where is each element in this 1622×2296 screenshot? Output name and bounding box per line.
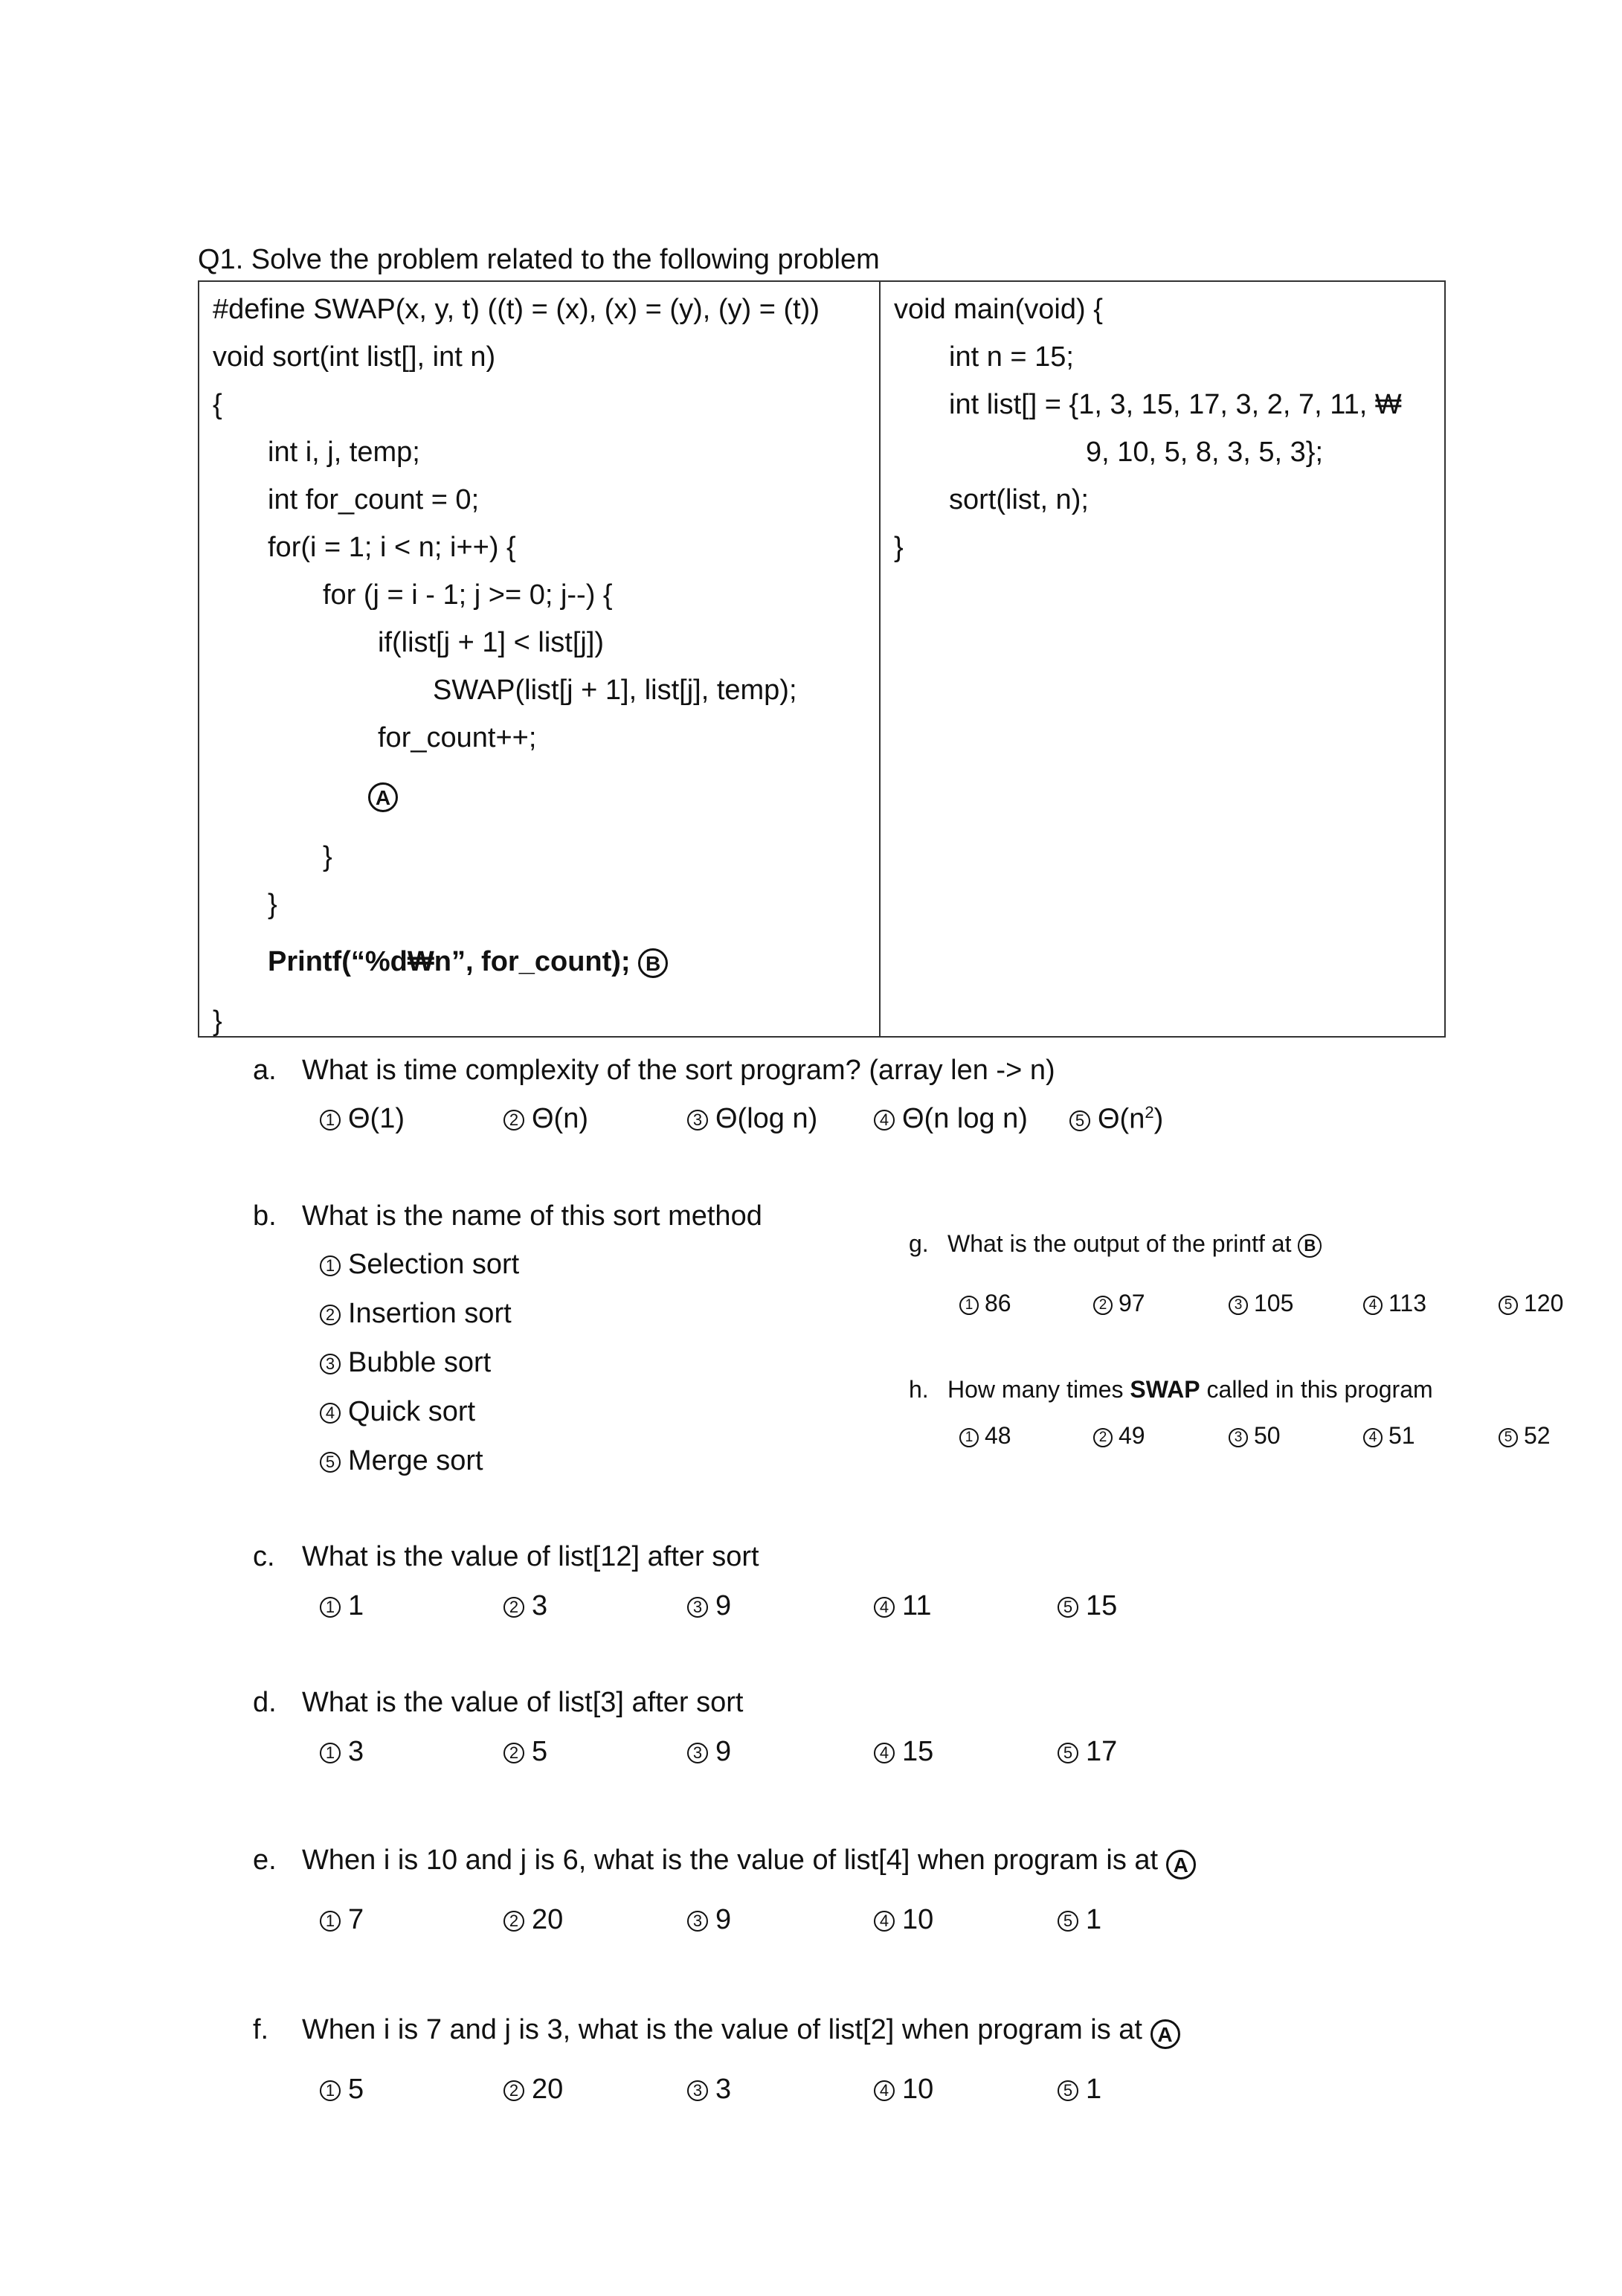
question-h-text-wrap: How many times SWAP called in this program [947, 1376, 1433, 1403]
question-c-text: What is the value of list[12] after sort [302, 1541, 759, 1572]
question-c-option-3: 3 9 [687, 1592, 731, 1620]
question-e-option-2: 2 20 [503, 1906, 563, 1934]
marker-a-circle: A [368, 782, 398, 812]
code-line-define: #define SWAP(x, y, t) ((t) = (x), (x) = (y), (y) = (t)) [213, 294, 820, 325]
question-e-option-4: 4 10 [874, 1906, 933, 1934]
question-a-text: What is time complexity of the sort program? (array len -> n) [302, 1055, 1055, 1086]
code-line-close-outer: } [268, 889, 277, 920]
question-f-option-5: 5 1 [1058, 2075, 1101, 2103]
question-a-option-4: 4 Θ(n log n) [874, 1104, 1028, 1133]
question-b-option-1: 1 Selection sort [320, 1250, 519, 1279]
question-f-text-wrap [302, 2016, 1180, 2049]
question-g-option-4: 4 113 [1363, 1291, 1426, 1315]
question-f-option-2: 2 20 [503, 2075, 563, 2103]
question-g-option-5: 5 120 [1499, 1291, 1563, 1315]
question-f-text: When i is 7 and j is 3, what is the value of list[2] when program is at [302, 2014, 1142, 2045]
question-a-option-3: 3 Θ(log n) [687, 1104, 817, 1133]
question-e-text-wrap [302, 1846, 1196, 1879]
question-e-option-1: 1 7 [320, 1906, 364, 1934]
question-a-option-5: 5 $\Theta(n^2)$ [1069, 1104, 1163, 1133]
question-d-text: What is the value of list[3] after sort [302, 1687, 744, 1718]
question-title: Q1. Solve the problem related to the following problem [198, 244, 880, 275]
code-table-divider [879, 280, 881, 1038]
question-c-option-5: 5 15 [1058, 1592, 1117, 1620]
code-line-main: void main(void) { [894, 294, 1103, 325]
code-line-swap: SWAP(list[j + 1], list[j], temp); [433, 675, 797, 706]
question-b-letter: b. [253, 1200, 277, 1232]
question-f-option-3: 3 3 [687, 2075, 731, 2103]
question-a-letter: a. [253, 1055, 277, 1086]
question-c-option-2: 2 3 [503, 1592, 547, 1620]
code-line-close-inner: } [323, 841, 332, 872]
question-c-letter: c. [253, 1541, 275, 1572]
question-h-option-2: 2 49 [1093, 1424, 1145, 1447]
code-line-main-close: } [894, 532, 904, 563]
code-line-open-brace: { [213, 389, 222, 420]
question-h-letter: h. [909, 1376, 929, 1403]
question-g-option-2: 2 97 [1093, 1291, 1145, 1315]
marker-b-circle: B [638, 948, 668, 978]
code-line-sort-call: sort(list, n); [949, 484, 1089, 515]
question-a-option-1: 1 Θ(1) [320, 1104, 405, 1133]
question-d-option-5: 5 17 [1058, 1737, 1117, 1766]
code-line-sort-signature: void sort(int list[], int n) [213, 341, 496, 373]
code-line-printf [268, 948, 668, 978]
question-b-option-2: 2 Insertion sort [320, 1299, 512, 1328]
question-a-option-2: 2 Θ(n) [503, 1104, 588, 1133]
question-g-option-1: 1 86 [959, 1291, 1011, 1315]
question-f-option-1: 1 5 [320, 2075, 364, 2103]
question-f-option-4: 4 10 [874, 2075, 933, 2103]
marker-a [368, 782, 398, 812]
question-h-option-3: 3 50 [1229, 1424, 1281, 1447]
printf-text: Printf(“%d₩n”, for_count); [268, 946, 631, 977]
code-line-n: int n = 15; [949, 341, 1074, 373]
question-d-option-2: 2 5 [503, 1737, 547, 1766]
code-line-declare-vars: int i, j, temp; [268, 437, 420, 468]
question-h-swap: SWAP [1130, 1376, 1200, 1403]
question-d-letter: d. [253, 1687, 277, 1718]
question-f-letter: f. [253, 2014, 269, 2045]
question-g-letter: g. [909, 1230, 929, 1257]
question-g-text-wrap [947, 1232, 1327, 1258]
question-d-option-3: 3 9 [687, 1737, 731, 1766]
question-b-option-5: 5 Merge sort [320, 1447, 483, 1475]
code-line-list-1: int list[] = {1, 3, 15, 17, 3, 2, 7, 11, ₩ [949, 389, 1402, 420]
question-h-option-1: 1 48 [959, 1424, 1011, 1447]
question-d-option-4: 4 15 [874, 1737, 933, 1766]
question-e-letter: e. [253, 1845, 277, 1876]
question-b-text: What is the name of this sort method [302, 1200, 762, 1232]
question-e-marker-a: A [1166, 1850, 1196, 1879]
code-line-list-2: 9, 10, 5, 8, 3, 5, 3}; [1086, 437, 1324, 468]
question-b-option-3: 3 Bubble sort [320, 1348, 491, 1377]
question-e-option-5: 5 1 [1058, 1906, 1101, 1934]
question-h-option-5: 5 52 [1499, 1424, 1551, 1447]
question-b-option-4: 4 Quick sort [320, 1398, 475, 1426]
code-line-for-count-init: int for_count = 0; [268, 484, 480, 515]
question-e-option-3: 3 9 [687, 1906, 731, 1934]
question-d-option-1: 1 3 [320, 1737, 364, 1766]
code-line-if: if(list[j + 1] < list[j]) [378, 627, 605, 658]
code-line-increment: for_count++; [378, 722, 537, 753]
code-line-outer-for: for(i = 1; i < n; i++) { [268, 532, 516, 563]
question-f-marker-a: A [1150, 2019, 1180, 2049]
code-line-inner-for: for (j = i - 1; j >= 0; j--) { [323, 579, 613, 611]
question-g-marker-b: B [1298, 1234, 1322, 1258]
question-e-text: When i is 10 and j is 6, what is the value of list[4] when program is at [302, 1845, 1159, 1876]
question-c-option-4: 4 11 [874, 1592, 931, 1620]
code-line-close-brace: } [213, 1006, 222, 1037]
question-g-text: What is the output of the printf at [947, 1230, 1292, 1257]
question-g-option-3: 3 105 [1229, 1291, 1293, 1315]
question-h-option-4: 4 51 [1363, 1424, 1415, 1447]
question-c-option-1: 1 1 [320, 1592, 364, 1620]
